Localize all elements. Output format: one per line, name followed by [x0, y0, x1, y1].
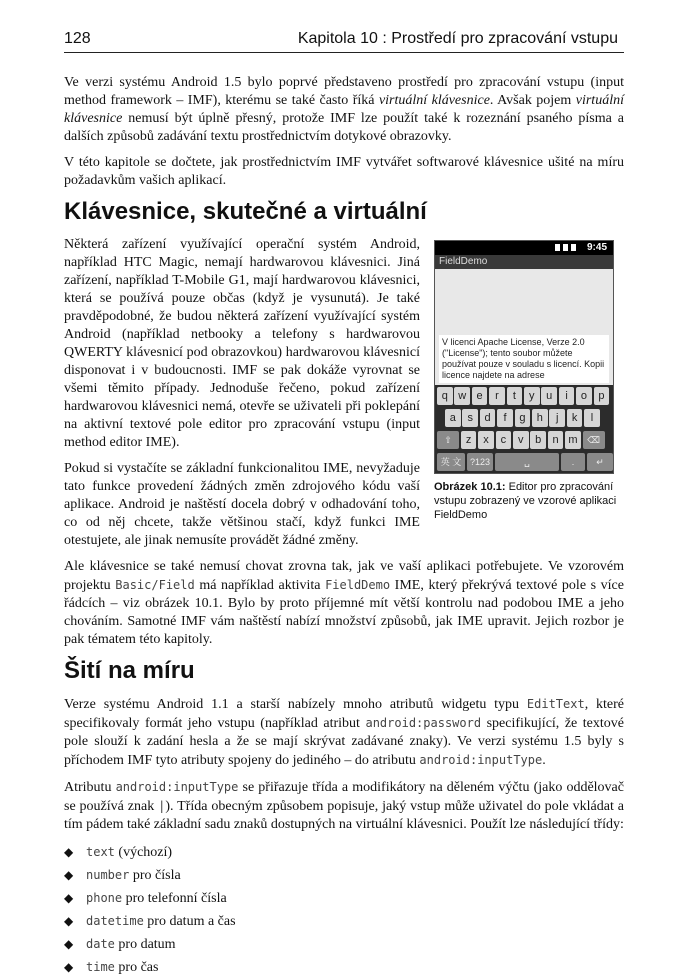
key-1[interactable]: w — [454, 387, 470, 405]
text: , které specifikovaly formát jeho vstupu (například atribut — [64, 697, 624, 731]
keyboard-row-2 — [435, 407, 613, 429]
list-item — [64, 865, 624, 886]
key-3[interactable]: r — [489, 387, 505, 405]
figure-caption — [434, 480, 624, 522]
code: android:inputType — [419, 753, 543, 767]
caption-label: Obrázek 10.1: — [434, 481, 506, 493]
keyboard-row-1 — [435, 385, 613, 407]
status-icons — [555, 243, 577, 252]
page-body — [64, 74, 624, 980]
key-0[interactable]: ⇧ — [437, 431, 459, 449]
text: má například aktivita — [194, 578, 326, 593]
input-class-desc: pro čísla — [129, 868, 181, 883]
text: specifikující, že textové pole slouží k zadání hesla a že se mají skrývat zadávané znaky). Ve verzi systému 1.5 byly s příchodem IMF tyto atributy spojeny do jediného – do atributu — [64, 716, 624, 768]
section1-paragraph-1: Některá zařízení využívající operační systém Android, například HTC Magic, nemají hardwarovou klávesnici. Jiná zařízení, například T-Mobile G1, mají hardwarovou klávesnici, která se používá pouze občas (když je vysunutá). Je také pravděpodobné, že budou některá zařízení využívající systém Android (například netbooky a telefony s hardwarovou QWERTY klávesnicí pod obrazovkou) hardwarovou klávesnicí disponovat i v budoucnosti. IMF se pak dokáže vyrovnat se všemi těmito případy. Jednoduše řečeno, pokud zařízení hardwarovou klávesnici nemá, otevře se uživateli při poklepání na aktivní textové pole editor pro zpracování vstupu (input method editor IME). — [64, 237, 420, 450]
bullet-icon: ◆ — [64, 937, 74, 951]
figure-10-1 — [434, 240, 624, 522]
key-5[interactable]: h — [532, 409, 548, 427]
key-3[interactable]: c — [496, 431, 512, 449]
emphasis: virtuální klávesnice — [64, 93, 624, 126]
list-item — [64, 842, 624, 863]
delete-key[interactable]: ⌫ — [583, 431, 605, 449]
bullet-icon: ◆ — [64, 891, 74, 905]
app-title-bar: FieldDemo — [435, 255, 613, 269]
keyboard-row-4 — [435, 451, 613, 473]
key-4[interactable]: ↵ — [587, 453, 613, 471]
intro-paragraph-1 — [64, 74, 624, 146]
list-item — [64, 934, 624, 955]
bullet-icon: ◆ — [64, 845, 74, 859]
code: EditText — [526, 697, 585, 711]
input-type-list — [64, 842, 624, 978]
section-heading-tailoring: Šití na míru — [64, 657, 195, 684]
intro-text: Ve verzi systému Android 1.5 bylo poprvé představeno prostředí pro zpracování vstupu (input method framework – IMF), kterému se také často říká — [64, 75, 624, 108]
key-1[interactable]: s — [462, 409, 478, 427]
input-class-code: number — [86, 868, 130, 882]
key-0[interactable]: a — [445, 409, 461, 427]
status-bar — [435, 241, 613, 255]
input-class-desc: (výchozí) — [114, 845, 173, 860]
text: ). Třída obecným způsobem popisuje, jaký vstup může uživatel do pole vkládat a tím pádem také základní sadu znaků dostupných na virtuální klávesnici. Použít lze následující třídy: — [64, 799, 624, 832]
key-1[interactable]: z — [461, 431, 477, 449]
list-item — [64, 888, 624, 909]
virtual-keyboard — [435, 385, 613, 473]
intro-text: . Avšak pojem — [489, 93, 576, 108]
intro-text: nemusí být úplně přesný, protože IMF lze použít také k rozeznání psaného písma a dalších způsobů zadávání textu prostřednictvím dotykové obrazovky. — [64, 111, 624, 144]
input-class-desc: pro datum a čas — [143, 914, 236, 929]
input-class-code: datetime — [86, 914, 144, 928]
section2-paragraph-2 — [64, 778, 624, 834]
key-2[interactable]: x — [478, 431, 494, 449]
key-0[interactable]: 英 文 — [437, 453, 465, 471]
keyboard-row-3 — [435, 429, 613, 451]
text: . — [542, 753, 546, 768]
key-6[interactable]: j — [549, 409, 565, 427]
key-2[interactable]: e — [472, 387, 488, 405]
key-5[interactable]: y — [524, 387, 540, 405]
code: Basic/Field — [115, 578, 195, 592]
key-4[interactable]: t — [507, 387, 523, 405]
key-7[interactable]: i — [559, 387, 575, 405]
key-8[interactable]: o — [576, 387, 592, 405]
bullet-icon: ◆ — [64, 868, 74, 882]
text: Atributu — [64, 780, 116, 795]
bullet-icon: ◆ — [64, 914, 74, 928]
input-class-desc: pro čas — [114, 960, 159, 975]
key-6[interactable]: u — [541, 387, 557, 405]
code: android:inputType — [115, 780, 239, 794]
code: android:password — [365, 716, 482, 730]
input-class-code: date — [86, 937, 115, 951]
running-header — [64, 30, 624, 53]
multiline-text-field[interactable]: V licenci Apache License, Verze 2.0 ("License"); tento soubor můžete používat pouze v souladu s licencí. Kopii licence najdete na adrese — [439, 335, 609, 383]
key-8[interactable]: l — [584, 409, 600, 427]
text: Verze systému Android 1.1 a starší nabízely mnoho atributů widgetu typu — [64, 697, 527, 712]
key-0[interactable]: q — [437, 387, 453, 405]
section-heading-keyboards: Klávesnice, skutečné a virtuální — [64, 198, 427, 225]
section1-paragraph-2: Pokud si vystačíte se základní funkcionalitou IME, nevyžaduje tato funkce provedení žádných změn zdrojového kódu vaší aplikace. Android je naštěstí docela dobrý v odhadování toho, co od něj chcete, takže většinou stačí, když funkci IME otestujete, ale jinak nemusíte provádět žádné změny. — [64, 461, 420, 548]
key-4[interactable]: g — [515, 409, 531, 427]
page-number: 128 — [64, 30, 91, 47]
section1-paragraph-3 — [64, 558, 624, 649]
text: se přiřazuje třída a modifikátory na děleném výčtu (jako oddělovač se používá znak — [64, 780, 624, 814]
input-class-desc: pro telefonní čísla — [122, 891, 227, 906]
section2-paragraph-1 — [64, 695, 624, 770]
key-7[interactable]: k — [567, 409, 583, 427]
key-5[interactable]: b — [530, 431, 546, 449]
input-class-code: text — [86, 845, 115, 859]
phone-screenshot — [434, 240, 614, 474]
key-2[interactable]: ␣ — [495, 453, 559, 471]
emphasis: virtuální klávesnice — [378, 93, 490, 108]
key-3[interactable]: f — [497, 409, 513, 427]
app-screen — [435, 269, 613, 385]
key-3[interactable]: . — [561, 453, 585, 471]
list-item — [64, 911, 624, 932]
input-class-code: phone — [86, 891, 123, 905]
key-6[interactable]: n — [548, 431, 564, 449]
key-2[interactable]: d — [480, 409, 496, 427]
text: IME, který překrývá textové pole s více řádcích – viz obrázek 10.1. Bylo by proto příjemné mít větší kontrolu nad podobou IME a jeho chováním. Samotné IMF vám naštěstí nabízí množství způsobů, jak IME upravit. Jejich rozbor je pak tématem této kapitoly. — [64, 578, 624, 647]
status-time: 9:45 — [586, 242, 607, 253]
intro-paragraph-2: V této kapitole se dočtete, jak prostřednictvím IMF vytvářet softwarové klávesnice ušité na míru požadavkům vašich aplikací. — [64, 155, 624, 188]
key-4[interactable]: v — [513, 431, 529, 449]
caption-text: Editor pro zpracování vstupu zobrazený ve vzorové aplikaci FieldDemo — [434, 481, 617, 521]
text: Ale klávesnice se také nemusí chovat zrovna tak, jak ve vaší aplikaci potřebujete. Ve vzorovém projektu — [64, 559, 624, 593]
input-class-desc: pro datum — [114, 937, 176, 952]
input-class-code: time — [86, 960, 115, 974]
list-item — [64, 957, 624, 978]
key-9[interactable]: p — [594, 387, 610, 405]
bullet-icon: ◆ — [64, 960, 74, 974]
chapter-title: Kapitola 10 : Prostředí pro zpracování vstupu — [297, 30, 618, 47]
key-1[interactable]: ?123 — [467, 453, 493, 471]
code: | — [158, 799, 166, 813]
code: FieldDemo — [325, 578, 391, 592]
key-7[interactable]: m — [565, 431, 581, 449]
